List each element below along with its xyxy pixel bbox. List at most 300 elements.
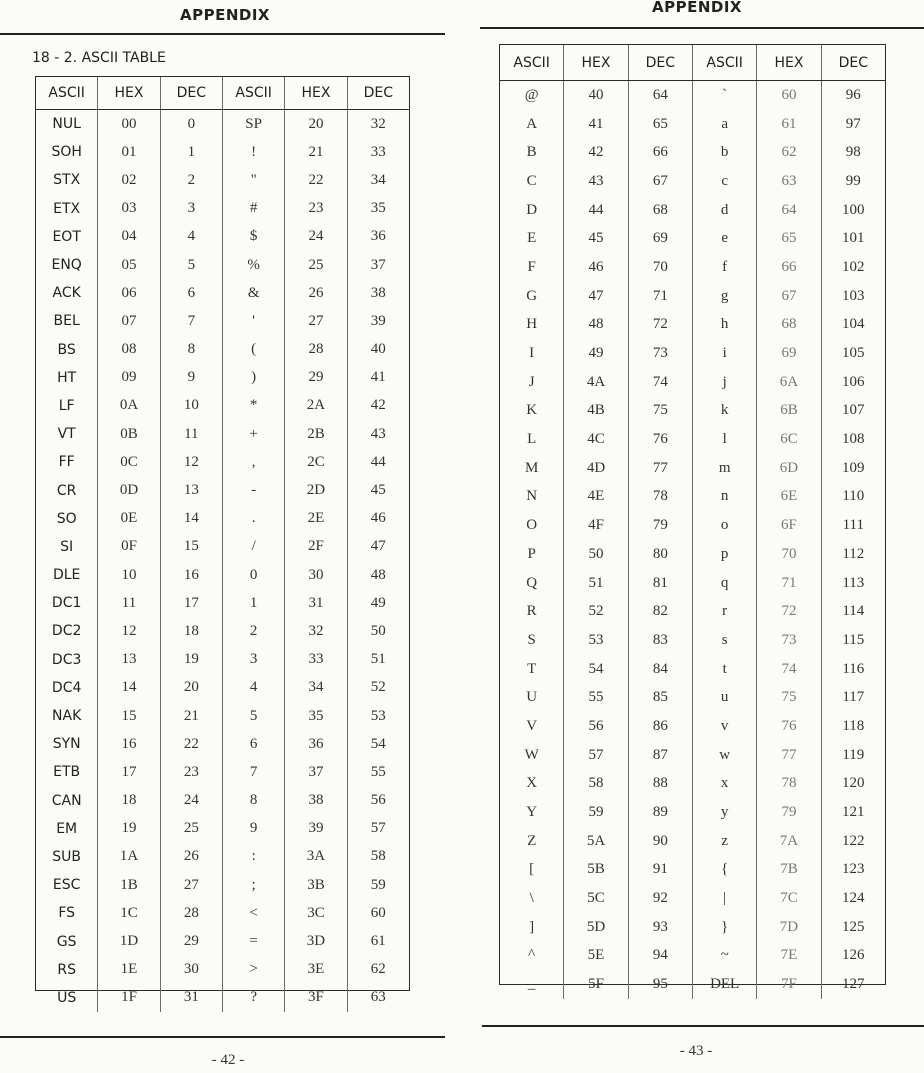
table-cell: EM <box>36 815 98 843</box>
table-cell: BS <box>36 336 98 364</box>
table-row <box>36 927 409 955</box>
table-cell: 49 <box>564 339 628 368</box>
table-cell: 17 <box>161 589 223 617</box>
table-cell: ^ <box>500 942 564 971</box>
table-cell: 33 <box>370 143 386 160</box>
table-cell: L <box>500 425 564 454</box>
table-cell: W <box>500 741 564 770</box>
table-cell: 92 <box>629 884 693 913</box>
table-cell: SYN <box>36 730 98 758</box>
table-cell: u <box>693 683 757 712</box>
table-cell: SOH <box>36 138 98 166</box>
table-cell: 5E <box>564 942 628 971</box>
table-cell: SP <box>223 110 285 138</box>
table-cell: 73 <box>757 626 821 655</box>
table-cell: 57 <box>370 820 386 837</box>
table-cell: o <box>693 511 757 540</box>
table-cell: 124 <box>842 890 865 907</box>
table-row <box>500 196 885 225</box>
table-row <box>500 282 885 311</box>
table-cell: 28 <box>285 336 347 364</box>
table-cell: V <box>500 712 564 741</box>
table-cell: = <box>223 927 285 955</box>
table-row <box>36 589 409 617</box>
table-cell: ) <box>223 364 285 392</box>
table-row <box>500 454 885 483</box>
table-cell: 6C <box>757 425 821 454</box>
table-cell: < <box>223 899 285 927</box>
table-row <box>500 425 885 454</box>
table-cell: 64 <box>629 81 693 110</box>
table-cell: 1C <box>98 899 160 927</box>
section-title: 18 - 2. ASCII TABLE <box>32 50 166 66</box>
table-row <box>36 984 409 1012</box>
table-cell: R <box>500 597 564 626</box>
table-cell: 0C <box>98 448 160 476</box>
table-cell: 02 <box>98 166 160 194</box>
table-cell: 27 <box>285 307 347 335</box>
table-cell: 44 <box>370 453 386 470</box>
table-cell: m <box>693 454 757 483</box>
table-cell: DC3 <box>36 646 98 674</box>
table-row <box>36 279 409 307</box>
table-cell: 36 <box>285 730 347 758</box>
table-cell: 45 <box>564 224 628 253</box>
table-cell: 2 <box>161 166 223 194</box>
table-cell: 7B <box>757 856 821 885</box>
table-cell: 37 <box>370 256 386 273</box>
column-header: ASCII <box>36 77 98 109</box>
column-header: HEX <box>757 45 821 80</box>
table-cell: 6F <box>757 511 821 540</box>
table-row <box>500 884 885 913</box>
table-cell: 15 <box>161 533 223 561</box>
table-cell: 57 <box>564 741 628 770</box>
table-cell: VT <box>36 420 98 448</box>
table-cell: 1F <box>98 984 160 1012</box>
table-cell: ! <box>223 138 285 166</box>
table-cell: 82 <box>629 597 693 626</box>
table-cell: 07 <box>98 307 160 335</box>
table-cell: 11 <box>98 589 160 617</box>
table-cell: " <box>223 166 285 194</box>
table-cell: : <box>223 843 285 871</box>
table-cell: 5D <box>564 913 628 942</box>
table-cell: 55 <box>564 683 628 712</box>
table-cell: 78 <box>629 483 693 512</box>
table-row <box>36 843 409 871</box>
table-cell: h <box>693 311 757 340</box>
table-cell: 95 <box>629 970 693 999</box>
table-cell: s <box>693 626 757 655</box>
table-cell: \ <box>500 884 564 913</box>
table-cell: ENQ <box>36 251 98 279</box>
table-cell: M <box>500 454 564 483</box>
table-row <box>500 483 885 512</box>
table-cell: 110 <box>842 488 865 505</box>
table-cell: 47 <box>370 538 386 555</box>
table-cell: RS <box>36 956 98 984</box>
table-cell: 7F <box>757 970 821 999</box>
table-row <box>36 646 409 674</box>
table-cell: 23 <box>161 758 223 786</box>
table-cell: 30 <box>285 561 347 589</box>
table-cell: 1 <box>223 589 285 617</box>
table-row <box>36 392 409 420</box>
table-cell: 66 <box>757 253 821 282</box>
table-cell: 94 <box>629 942 693 971</box>
table-cell: SI <box>36 533 98 561</box>
table-row <box>500 397 885 426</box>
table-cell: 5C <box>564 884 628 913</box>
table-cell: 74 <box>757 655 821 684</box>
table-cell: 83 <box>629 626 693 655</box>
table-cell: * <box>223 392 285 420</box>
table-row <box>500 741 885 770</box>
table-cell: 6 <box>161 279 223 307</box>
table-cell: 49 <box>370 594 386 611</box>
table-cell: 9 <box>161 364 223 392</box>
table-cell: 34 <box>370 171 386 188</box>
table-cell: 121 <box>842 804 865 821</box>
table-row <box>36 674 409 702</box>
table-cell: 10 <box>161 392 223 420</box>
table-cell: 76 <box>757 712 821 741</box>
table-cell: 0 <box>223 561 285 589</box>
table-cell: 1D <box>98 927 160 955</box>
table-cell: 72 <box>757 597 821 626</box>
table-cell: 34 <box>285 674 347 702</box>
table-row <box>500 712 885 741</box>
table-cell: DEL <box>693 970 757 999</box>
table-row <box>36 505 409 533</box>
table-cell: 100 <box>842 201 865 218</box>
table-body <box>500 81 885 999</box>
table-cell: ETX <box>36 195 98 223</box>
table-header-row <box>500 45 885 81</box>
table-cell: 3E <box>285 956 347 984</box>
table-row <box>500 798 885 827</box>
table-cell: ] <box>500 913 564 942</box>
table-cell: a <box>693 110 757 139</box>
table-cell: 79 <box>757 798 821 827</box>
table-cell: 55 <box>370 763 386 780</box>
table-cell: FF <box>36 448 98 476</box>
table-cell: & <box>223 279 285 307</box>
table-cell: z <box>693 827 757 856</box>
table-cell: ACK <box>36 279 98 307</box>
table-cell: 5B <box>564 856 628 885</box>
table-cell: CAN <box>36 787 98 815</box>
column-header: HEX <box>98 77 160 109</box>
table-cell: 6A <box>757 368 821 397</box>
table-cell: 58 <box>370 848 386 865</box>
table-cell: 39 <box>370 312 386 329</box>
table-cell: J <box>500 368 564 397</box>
table-cell: 68 <box>757 311 821 340</box>
table-cell: 88 <box>629 770 693 799</box>
table-cell: l <box>693 425 757 454</box>
table-cell: 118 <box>842 717 865 734</box>
table-cell: 77 <box>757 741 821 770</box>
table-cell: 62 <box>757 138 821 167</box>
table-cell: 93 <box>629 913 693 942</box>
table-cell: 86 <box>629 712 693 741</box>
table-cell: 7 <box>161 307 223 335</box>
table-row <box>36 702 409 730</box>
table-cell: CR <box>36 476 98 504</box>
table-row <box>500 655 885 684</box>
table-cell: 24 <box>161 787 223 815</box>
table-cell: 35 <box>370 200 386 217</box>
table-cell: 32 <box>285 617 347 645</box>
table-cell: Y <box>500 798 564 827</box>
table-cell: 6D <box>757 454 821 483</box>
table-cell: 112 <box>842 545 865 562</box>
table-cell: 108 <box>842 431 865 448</box>
table-cell: 1B <box>98 871 160 899</box>
table-cell: Q <box>500 569 564 598</box>
table-cell: 4D <box>564 454 628 483</box>
table-cell: 72 <box>629 311 693 340</box>
table-cell: 3C <box>285 899 347 927</box>
table-cell: 2B <box>285 420 347 448</box>
table-cell: 75 <box>629 397 693 426</box>
table-cell: 6 <box>223 730 285 758</box>
column-header: ASCII <box>693 45 757 80</box>
table-cell: SUB <box>36 843 98 871</box>
table-cell: 8 <box>161 336 223 364</box>
table-cell: ESC <box>36 871 98 899</box>
column-header: DEC <box>629 45 693 80</box>
table-row <box>36 364 409 392</box>
table-cell: ~ <box>693 942 757 971</box>
table-cell: 08 <box>98 336 160 364</box>
table-cell: 105 <box>842 345 865 362</box>
table-cell: EOT <box>36 223 98 251</box>
table-cell: 4F <box>564 511 628 540</box>
table-row <box>36 420 409 448</box>
table-cell: 61 <box>757 110 821 139</box>
table-row <box>36 561 409 589</box>
table-cell: 61 <box>370 933 386 950</box>
table-cell: 44 <box>564 196 628 225</box>
table-cell: 52 <box>370 679 386 696</box>
table-cell: % <box>223 251 285 279</box>
table-cell: DC1 <box>36 589 98 617</box>
table-cell: 76 <box>629 425 693 454</box>
table-cell: k <box>693 397 757 426</box>
table-cell: n <box>693 483 757 512</box>
table-row <box>36 871 409 899</box>
table-cell: DLE <box>36 561 98 589</box>
table-cell: 0E <box>98 505 160 533</box>
table-cell: 47 <box>564 282 628 311</box>
table-cell: 31 <box>285 589 347 617</box>
table-cell: 97 <box>845 115 861 132</box>
table-cell: 13 <box>161 476 223 504</box>
table-cell: 23 <box>285 195 347 223</box>
table-row <box>500 167 885 196</box>
table-cell: LF <box>36 392 98 420</box>
table-cell: 46 <box>564 253 628 282</box>
table-cell: E <box>500 224 564 253</box>
table-cell: 40 <box>564 81 628 110</box>
table-cell: 29 <box>285 364 347 392</box>
table-row <box>36 195 409 223</box>
table-row <box>36 617 409 645</box>
table-row <box>500 970 885 999</box>
table-cell: 2F <box>285 533 347 561</box>
table-cell: 65 <box>629 110 693 139</box>
table-cell: v <box>693 712 757 741</box>
table-row <box>500 597 885 626</box>
table-cell: 79 <box>629 511 693 540</box>
table-cell: g <box>693 282 757 311</box>
table-cell: NAK <box>36 702 98 730</box>
table-cell: c <box>693 167 757 196</box>
table-cell: 7E <box>757 942 821 971</box>
column-header: DEC <box>363 85 393 101</box>
table-cell: j <box>693 368 757 397</box>
table-cell: 0D <box>98 476 160 504</box>
table-row <box>36 476 409 504</box>
table-row <box>36 533 409 561</box>
table-cell: i <box>693 339 757 368</box>
table-row <box>500 569 885 598</box>
table-cell: 62 <box>370 961 386 978</box>
table-cell: 0F <box>98 533 160 561</box>
table-cell: 122 <box>842 832 865 849</box>
table-cell: U <box>500 683 564 712</box>
table-cell: t <box>693 655 757 684</box>
table-cell: 7A <box>757 827 821 856</box>
table-row <box>500 626 885 655</box>
table-cell: 107 <box>842 402 865 419</box>
table-cell: 119 <box>842 746 865 763</box>
table-cell: 73 <box>629 339 693 368</box>
table-row <box>500 770 885 799</box>
column-header: DEC <box>838 54 868 71</box>
table-cell: 74 <box>629 368 693 397</box>
table-cell: w <box>693 741 757 770</box>
table-cell: 7D <box>757 913 821 942</box>
table-cell: 26 <box>161 843 223 871</box>
table-cell: 04 <box>98 223 160 251</box>
table-cell: 78 <box>757 770 821 799</box>
table-cell: q <box>693 569 757 598</box>
table-cell: 3 <box>223 646 285 674</box>
table-cell: 80 <box>629 540 693 569</box>
table-cell: P <box>500 540 564 569</box>
table-row <box>500 683 885 712</box>
table-cell: p <box>693 540 757 569</box>
table-cell: STX <box>36 166 98 194</box>
table-cell: 123 <box>842 861 865 878</box>
table-cell: @ <box>500 81 564 110</box>
table-cell: DC4 <box>36 674 98 702</box>
table-cell: N <box>500 483 564 512</box>
table-cell: F <box>500 253 564 282</box>
table-cell: + <box>223 420 285 448</box>
table-cell: 21 <box>161 702 223 730</box>
table-cell: 60 <box>757 81 821 110</box>
table-cell: 50 <box>564 540 628 569</box>
table-cell: 3A <box>285 843 347 871</box>
table-cell: 56 <box>564 712 628 741</box>
table-cell: A <box>500 110 564 139</box>
table-row <box>36 956 409 984</box>
table-row <box>500 368 885 397</box>
page-header: APPENDIX <box>180 6 270 24</box>
table-cell: y <box>693 798 757 827</box>
table-cell: 1E <box>98 956 160 984</box>
table-cell: 03 <box>98 195 160 223</box>
table-cell: . <box>223 505 285 533</box>
table-cell: 103 <box>842 287 865 304</box>
table-header-row <box>36 77 409 110</box>
table-cell: 3F <box>285 984 347 1012</box>
table-cell: ; <box>223 871 285 899</box>
table-cell: 01 <box>98 138 160 166</box>
table-cell: 0B <box>98 420 160 448</box>
table-cell: e <box>693 224 757 253</box>
table-cell: b <box>693 138 757 167</box>
table-row <box>36 448 409 476</box>
table-cell: 45 <box>370 482 386 499</box>
table-cell: 14 <box>161 505 223 533</box>
table-cell: 58 <box>564 770 628 799</box>
table-cell: 69 <box>757 339 821 368</box>
table-cell: ETB <box>36 758 98 786</box>
table-cell: B <box>500 138 564 167</box>
table-cell: f <box>693 253 757 282</box>
table-cell: 54 <box>564 655 628 684</box>
table-cell: 67 <box>757 282 821 311</box>
table-cell: { <box>693 856 757 885</box>
ascii-table <box>35 76 410 1006</box>
table-cell: 39 <box>285 815 347 843</box>
table-cell: 16 <box>161 561 223 589</box>
table-cell: 53 <box>564 626 628 655</box>
table-cell: 35 <box>285 702 347 730</box>
column-header: HEX <box>285 77 347 109</box>
table-cell: 75 <box>757 683 821 712</box>
table-cell: NUL <box>36 110 98 138</box>
table-row <box>500 856 885 885</box>
table-cell: 22 <box>285 166 347 194</box>
column-header: ASCII <box>223 77 285 109</box>
table-cell: 70 <box>757 540 821 569</box>
ascii-table <box>499 44 886 993</box>
table-cell: 0A <box>98 392 160 420</box>
table-cell: 54 <box>370 735 386 752</box>
table-cell: 18 <box>161 617 223 645</box>
table-cell: | <box>693 884 757 913</box>
table-cell: 66 <box>629 138 693 167</box>
table-cell: 101 <box>842 230 865 247</box>
table-cell: 2C <box>285 448 347 476</box>
table-cell: 4E <box>564 483 628 512</box>
table-cell: 15 <box>98 702 160 730</box>
table-cell: 11 <box>161 420 223 448</box>
table-cell: 33 <box>285 646 347 674</box>
table-cell: 126 <box>842 947 865 964</box>
column-header: ASCII <box>500 45 564 80</box>
table-cell: 30 <box>161 956 223 984</box>
table-cell: 87 <box>629 741 693 770</box>
table-row <box>500 110 885 139</box>
